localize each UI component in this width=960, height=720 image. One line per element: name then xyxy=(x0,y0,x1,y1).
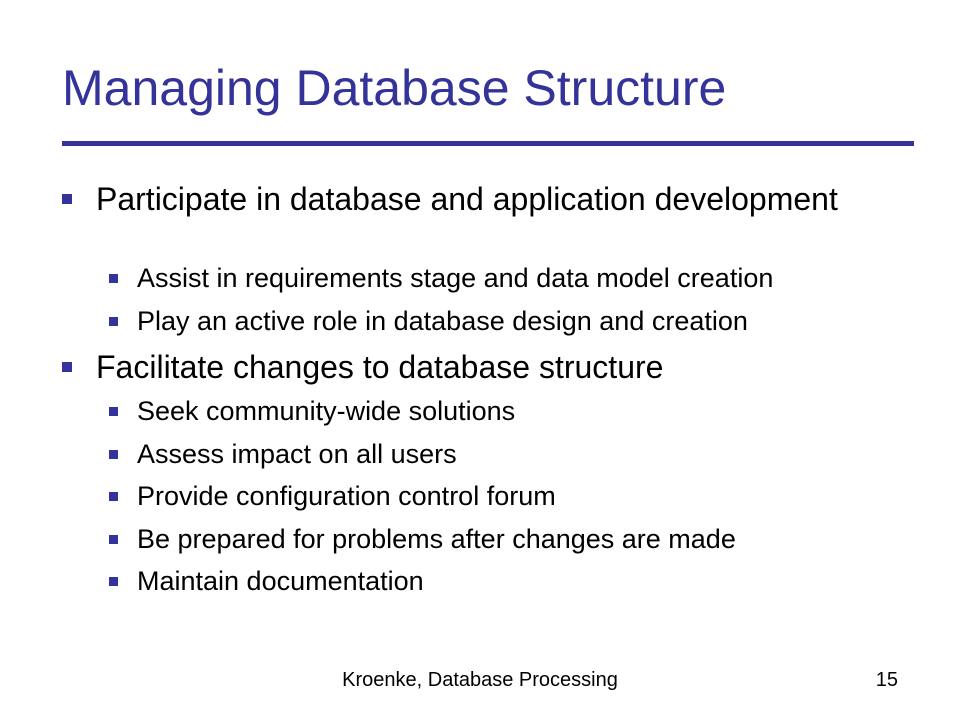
bullet-item xyxy=(96,348,896,386)
sub-bullet-item xyxy=(137,565,927,597)
square-bullet-icon xyxy=(62,194,72,204)
sub-bullet-text: Assess impact on all users xyxy=(137,439,457,469)
bullet-text: Facilitate changes to database structure xyxy=(96,349,664,385)
sub-bullet-text: Provide configuration control forum xyxy=(137,481,556,511)
sub-bullet-item xyxy=(137,438,927,470)
square-bullet-icon xyxy=(109,535,118,544)
sub-bullet-item xyxy=(137,523,927,555)
sub-bullet-text: Assist in requirements stage and data model creation xyxy=(137,263,774,293)
sub-bullet-item xyxy=(137,305,927,337)
square-bullet-icon xyxy=(109,577,118,586)
sub-bullet-text: Be prepared for problems after changes are made xyxy=(137,524,736,554)
sub-bullet-item xyxy=(137,480,927,512)
square-bullet-icon xyxy=(109,274,118,283)
square-bullet-icon xyxy=(109,407,118,416)
square-bullet-icon xyxy=(109,450,118,459)
page-number: 15 xyxy=(875,669,898,691)
sub-bullet-text: Seek community-wide solutions xyxy=(137,396,516,426)
sub-bullet-text: Maintain documentation xyxy=(137,566,424,596)
slide-title: Managing Database Structure xyxy=(62,60,727,116)
square-bullet-icon xyxy=(109,317,118,326)
sub-bullet-text: Play an active role in database design and creation xyxy=(137,306,748,336)
footer-text: Kroenke, Database Processing xyxy=(342,669,618,691)
square-bullet-icon xyxy=(109,492,118,501)
square-bullet-icon xyxy=(62,362,72,372)
sub-bullet-item xyxy=(137,262,927,294)
bullet-item xyxy=(96,180,896,218)
sub-bullet-item xyxy=(137,395,927,427)
bullet-text: Participate in database and application development xyxy=(96,181,838,217)
